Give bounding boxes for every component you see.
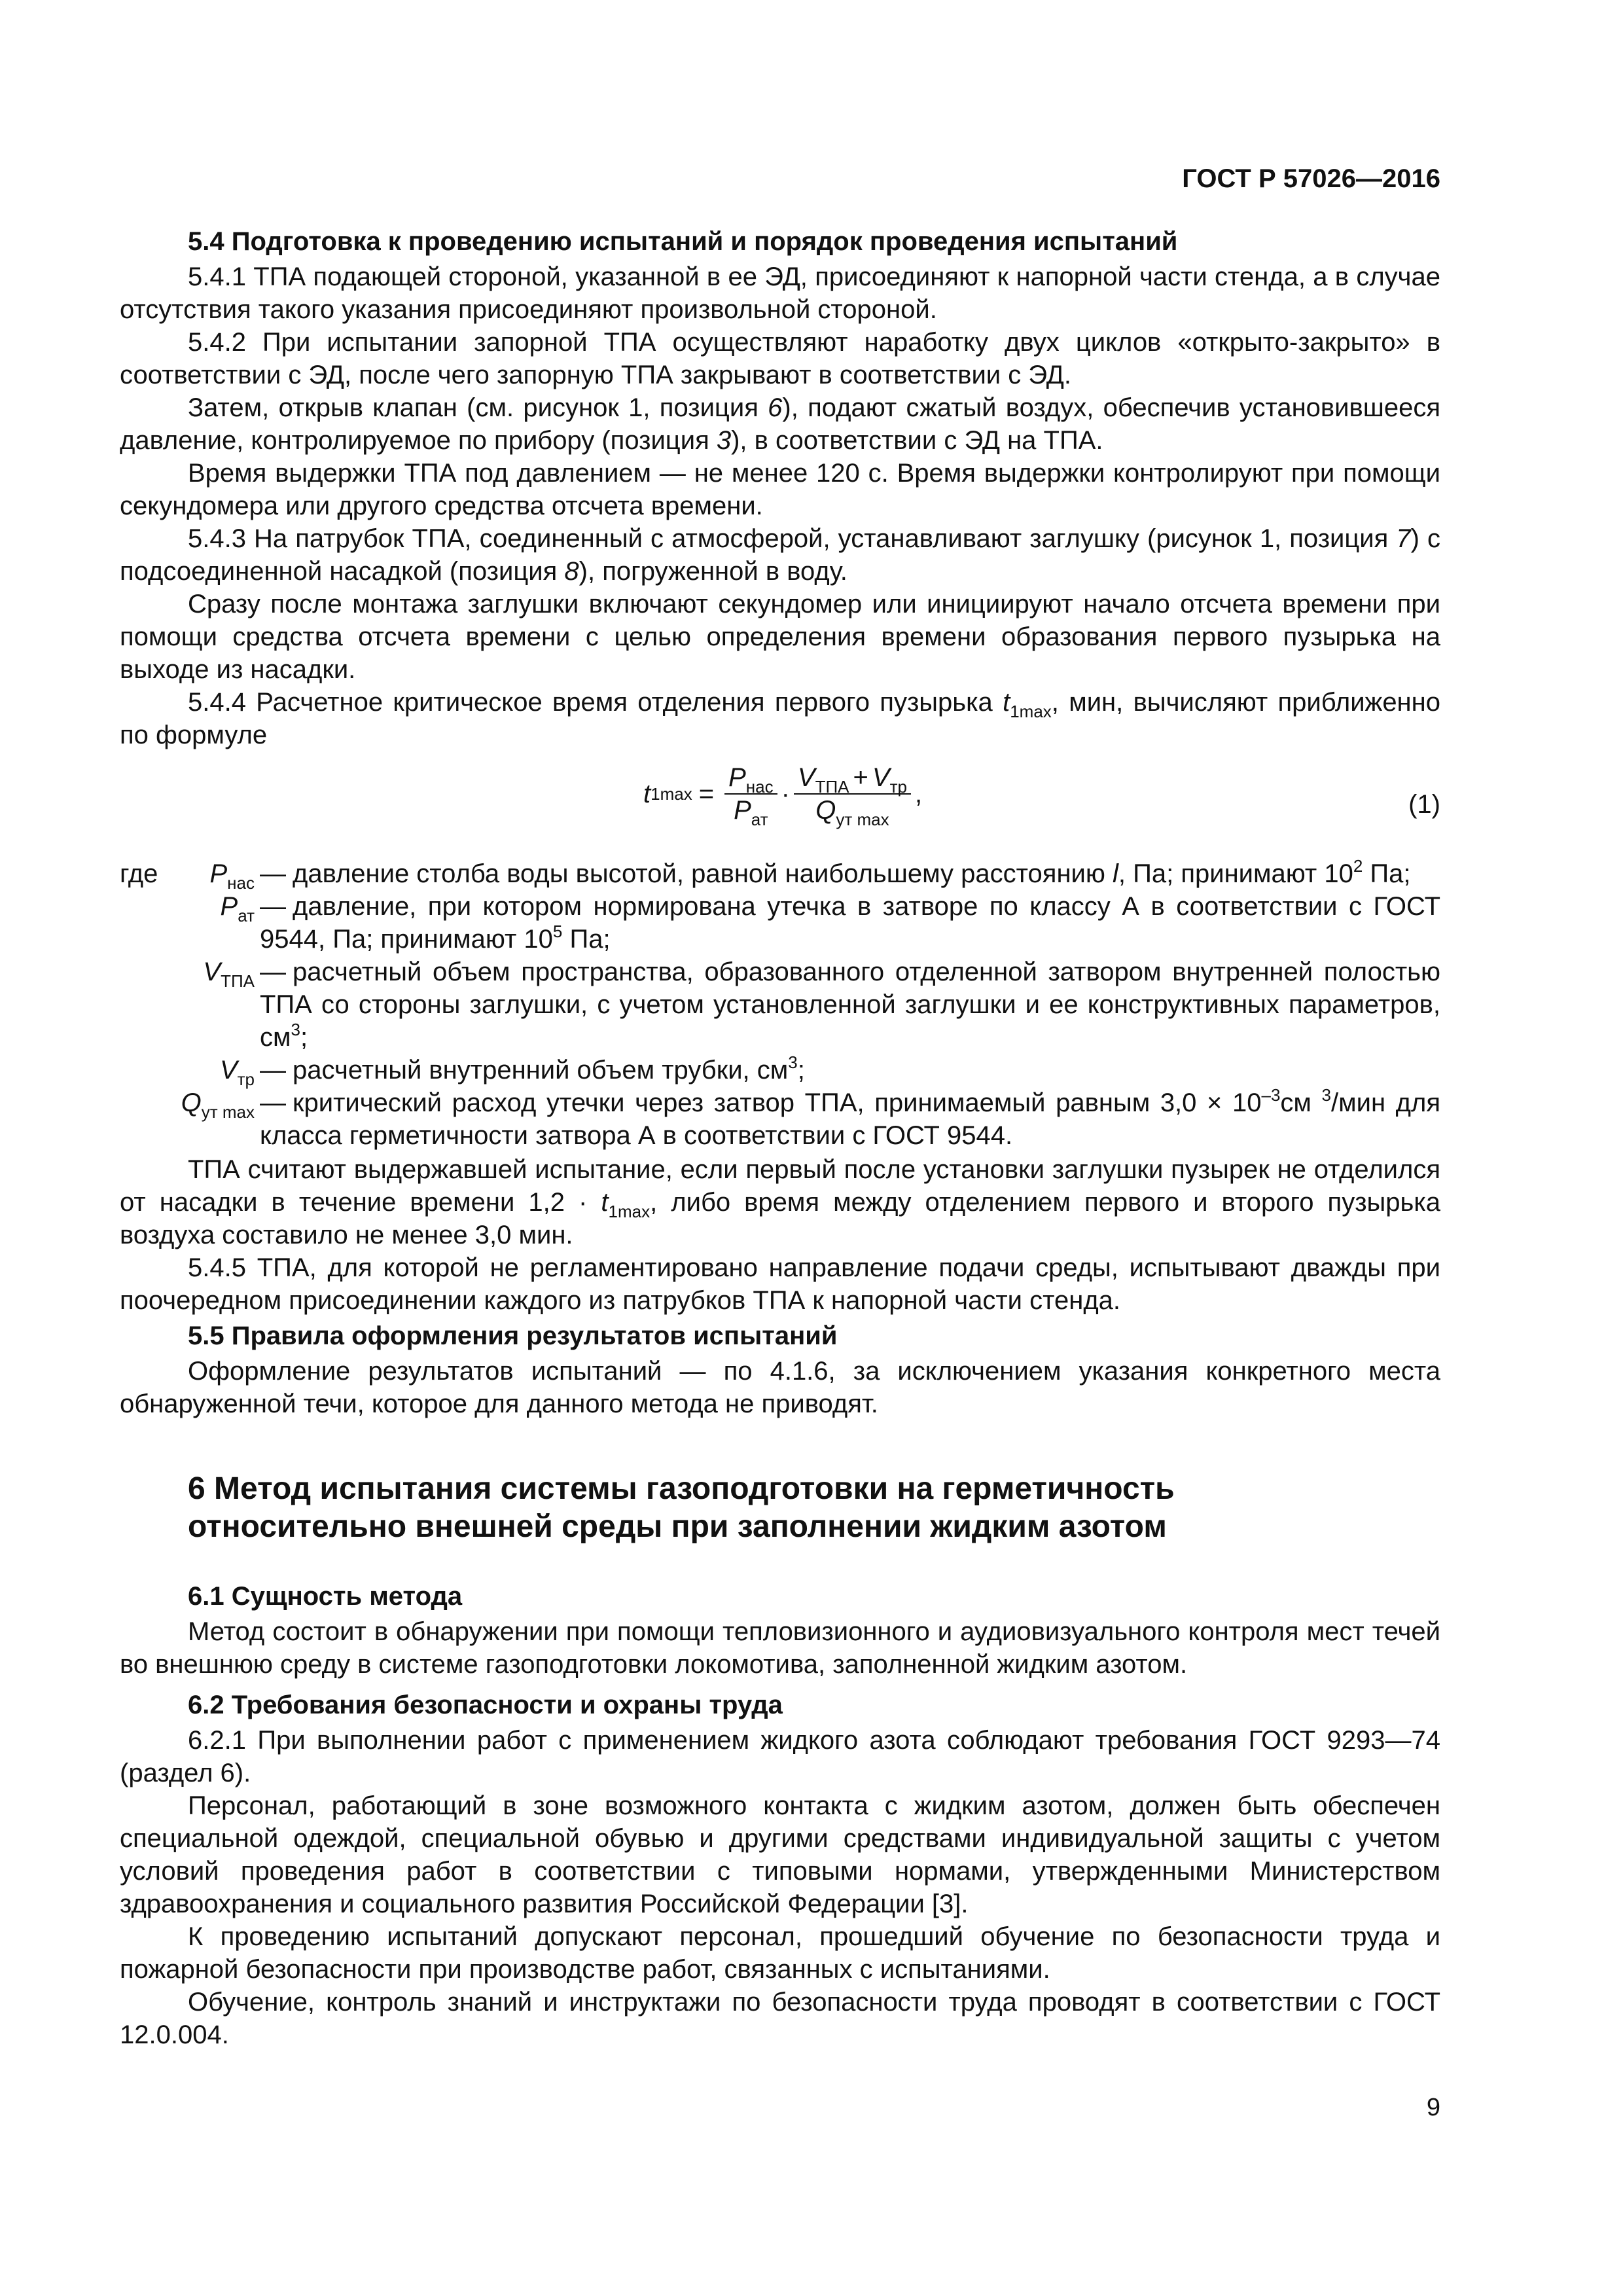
paragraph-5-4-3: 5.4.3 На патрубок ТПА, соединенный с атмосферой, устанавливают заглушку (рисунок 1, позиция 7) с подсоединенной насадкой (позиция 8), погруженной в воду. [120, 524, 1440, 586]
section-heading-5-4: 5.4 Подготовка к проведению испытаний и порядок проведения испытаний [188, 227, 1178, 256]
formula-1 [120, 758, 1440, 848]
paragraph-hold-time: Время выдержки ТПА под давлением — не менее 120 с. Время выдержки контролируют при помощи секундомера или другого средства отсчета времени. [120, 459, 1440, 520]
paragraph-pass-criteria: ТПА считают выдержавшей испытание, если первый после установки заглушки пузырек не отделился от насадки в течение времени $1,2 \cdot t_{1max}$, либо время между отделением первого и второго пузырька воздуха составило не менее 3,0 мин. [120, 1155, 1441, 1249]
paragraph-5-4-2: 5.4.2 При испытании запорной ТПА осуществляют наработку двух циклов «открыто-закрыто» в соответствии с ЭД, после чего запорную ТПА закрывают в соответствии с ЭД. [120, 328, 1440, 389]
paragraph-valve-opening: Затем, открыв клапан (см. рисунок 1, позиция 6), подают сжатый воздух, обеспечив установившееся давление, контролируемое по прибору (позиция 3), в соответствии с ЭД на ТПА. [120, 393, 1440, 455]
definition-row: $P_{ат}$ — давление, при котором нормирована утечка в затворе по классу А в соответствии с ГОСТ 9544, Па; принимают $10^5$ Па; [220, 892, 1440, 954]
formula-definitions [120, 857, 1440, 1152]
paragraph-5-5: Оформление результатов испытаний — по 4.1.6, за исключением указания конкретного места обнаруженной течи, которое для данного метода не приводят. [120, 1357, 1440, 1418]
formula-number: (1) [1408, 790, 1440, 819]
paragraph-admission: К проведению испытаний допускают персонал, прошедший обучение по безопасности труда и пожарной безопасности при производстве работ, связанных с испытаниями. [120, 1922, 1440, 1984]
page-number: 9 [1426, 2094, 1440, 2121]
page-content [120, 223, 1440, 2051]
paragraph-personnel: Персонал, работающий в зоне возможного контакта с жидким азотом, должен быть обеспечен специальной одеждой, специальной обувью и другими средствами индивидуальной защиты с учетом условий проведения работ в соответствии с типовыми нормами, утвержденными Министерством здравоохранения и социального развития Российской Федерации [3]. [120, 1791, 1440, 1918]
document-designation: ГОСТ Р 57026—2016 [1182, 164, 1440, 193]
fraction-volume-ratio: $\frac{V_{ТПА} + V_{тр}}{Q_{ут max}}$ [794, 763, 911, 825]
definition-row: где $P_{нас}$ — давление столба воды высотой, равной наибольшему расстоянию l, Па; принимают $10^2$ Па; [120, 856, 1411, 893]
definition-row: $V_{ТПА}$ — расчетный объем пространства, образованного отделенной затвором внутренней полостью ТПА со стороны заглушки, с учетом установленной заглушки и ее конструктивных параметров, $см^3$; [203, 958, 1440, 1052]
paragraph-stopwatch: Сразу после монтажа заглушки включают секундомер или инициируют начало отсчета времени при помощи средства отсчета времени с целью определения времени образования первого пузырька на выходе из насадки. [120, 590, 1440, 684]
paragraph-5-4-4: 5.4.4 Расчетное критическое время отделения первого пузырька $t_{1max}$, мин, вычисляют приближенно по формуле [120, 688, 1440, 749]
definition-row: $V_{тр}$ — расчетный внутренний объем трубки, $см^3$; [219, 1052, 805, 1089]
definition-row: $Q_{ут max}$ — критический расход утечки через затвор ТПА, принимаемый равным $3,0 \times 10^{-3}см$ $^3$/мин для класса герметичности затвора А в соответствии с ГОСТ 9544. [181, 1085, 1440, 1150]
paragraph-5-4-5: 5.4.5 ТПА, для которой не регламентировано направление подачи среды, испытывают дважды при поочередном присоединении каждого из патрубков ТПА к напорной части стенда. [120, 1253, 1440, 1315]
paragraph-training: Обучение, контроль знаний и инструктажи по безопасности труда проводят в соответствии с ГОСТ 12.0.004. [120, 1988, 1440, 2049]
paragraph-6-2-1: 6.2.1 При выполнении работ с применением жидкого азота соблюдают требования ГОСТ 9293—74 (раздел 6). [120, 1726, 1440, 1787]
section-heading-6-1: 6.1 Сущность метода [188, 1582, 463, 1611]
fraction-pressure-ratio: $\frac{P_{нас}}{P_{ат}}$ [724, 763, 777, 825]
paragraph-6-1: Метод состоит в обнаружении при помощи тепловизионного и аудиовизуального контроля мест течей во внешнюю среду в системе газоподготовки локомотива, заполненной жидким азотом. [120, 1617, 1440, 1679]
section-heading-5-5: 5.5 Правила оформления результатов испытаний [188, 1321, 838, 1350]
paragraph-5-4-1: 5.4.1 ТПА подающей стороной, указанной в ее ЭД, присоединяют к напорной части стенда, а в случае отсутствия такого указания присоединяют произвольной стороной. [120, 262, 1440, 324]
formula-expression: t 1max = $\frac{P_{нас}}{P_{ат}}$ · $\frac{V_{ТПА} + V_{тр}}{Q_{ут max}}$ , [643, 763, 923, 829]
section-heading-6: 6 Метод испытания системы газоподготовки на герметичность относительно внешней среды при заполнении жидким азотом [188, 1471, 1175, 1544]
section-heading-6-2: 6.2 Требования безопасности и охраны труда [188, 1691, 783, 1719]
